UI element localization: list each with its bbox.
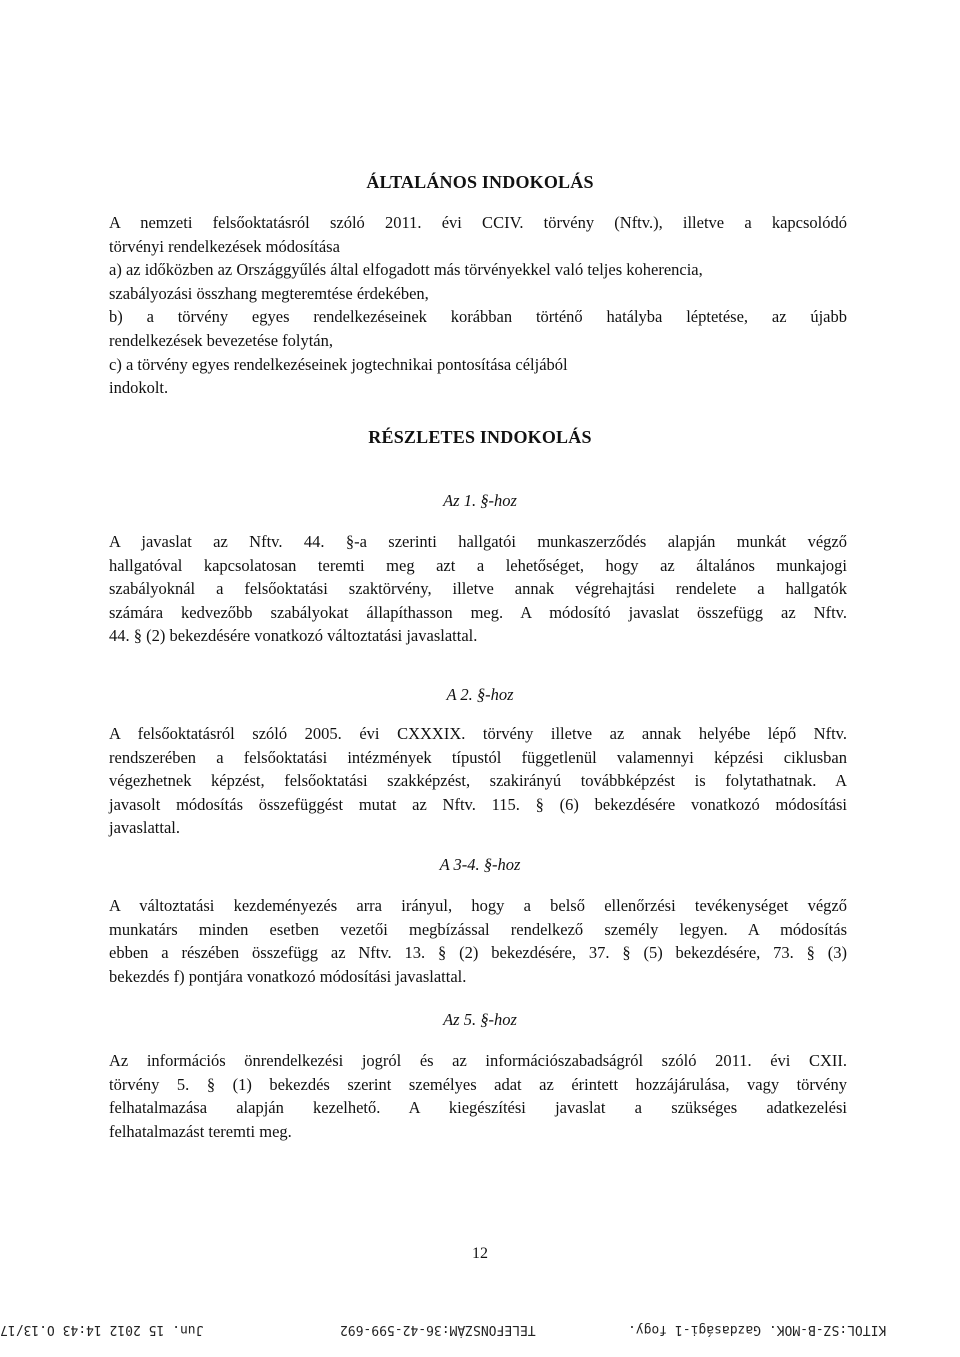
text-line: ebben a részében összefügg az Nftv. 13. § (2) bekezdésére, 37. § (5) bekezdésére, 73. § (3): [109, 943, 847, 963]
text-line: A felsőoktatásról szóló 2005. évi CXXXIX. törvény illetve az annak helyébe lépő Nftv.: [109, 724, 847, 743]
text-line: hallgatóval kapcsolatosan teremti meg azt a lehetőséget, hogy az általános munkajogi: [109, 555, 847, 575]
section-body: [109, 530, 847, 648]
section-body: [109, 894, 847, 988]
text-line: javasolt módosítás összefüggést mutat az Nftv. 115. § (6) bekezdésére vonatkozó módosítási: [109, 794, 847, 814]
fax-header-left: KITOL:SZ-B-MOK. Gazdasági-1 fogy.: [628, 1322, 887, 1337]
text-line: számára kedvezőbb szabályokat állapíthasson meg. A módosító javaslat összefügg az Nftv.: [109, 602, 847, 622]
text-line: Az információs önrendelkezési jogról és az információszabadságról szóló 2011. évi CXII.: [109, 1051, 847, 1070]
text-line: szabályoknál a felsőoktatási szaktörvény, illetve annak végrehajtási rendelete a hallgatók: [109, 579, 847, 599]
general-justification-title: ÁLTALÁNOS INDOKOLÁS: [366, 172, 594, 192]
fax-header-middle: TELEFONSZÁM:36-42-599-692: [340, 1322, 536, 1337]
text-line: felhatalmazása alapján kezelhető. A kiegészítési javaslat a szükséges adatkezelési: [109, 1098, 847, 1118]
text-line: A nemzeti felsőoktatásról szóló 2011. évi CCIV. törvény (Nftv.), illetve a kapcsolódó: [109, 213, 847, 232]
text-line: A változtatási kezdeményezés arra irányul, hogy a belső ellenőrzési tevékenységet végző: [109, 896, 847, 915]
section-heading: Az 5. §-hoz: [443, 1010, 517, 1029]
text-line: munkatárs minden esetben vezetői megbízással rendelkező személy legyen. A módosítás: [109, 919, 847, 939]
section-body: [109, 722, 847, 840]
text-line: 44. § (2) bekezdésére vonatkozó változtatási javaslattal.: [109, 626, 478, 646]
text-line: törvény 5. § (1) bekezdés szerint személyes adat az érintett hozzájárulása, vagy törvény: [109, 1074, 847, 1094]
section-heading: A 2. §-hoz: [446, 685, 514, 704]
text-line: c) a törvény egyes rendelkezéseinek jogtechnikai pontosítása céljából: [109, 354, 568, 374]
section-heading: Az 1. §-hoz: [443, 491, 517, 510]
text-line: felhatalmazást teremti meg.: [109, 1121, 292, 1141]
text-line: indokolt.: [109, 378, 169, 398]
text-line: javaslattal.: [109, 818, 181, 838]
general-justification-body: [109, 211, 847, 400]
text-line: A javaslat az Nftv. 44. §-a szerinti hallgatói munkaszerződés alapján munkát végző: [109, 532, 847, 551]
text-line: rendszerében a felsőoktatási intézmények típustól függetlenül valamennyi képzési ciklusban: [109, 747, 847, 767]
section-heading: A 3-4. §-hoz: [439, 855, 521, 874]
text-line: végezhetnek képzést, felsőoktatási szakképzést, szakirányú továbbképzést is folytathatnak. A: [109, 771, 847, 791]
text-line: bekezdés f) pontjára vonatkozó módosítási javaslattal.: [109, 966, 467, 986]
detailed-justification-title: RÉSZLETES INDOKOLÁS: [368, 427, 592, 447]
page-number: 12: [472, 1245, 488, 1262]
text-line: b) a törvény egyes rendelkezéseinek korábban történő hatályba léptetése, az újabb: [109, 307, 847, 327]
text-line: a) az időközben az Országgyűlés által elfogadott más törvényekkel való teljes koherencia,: [109, 260, 703, 280]
text-line: törvényi rendelkezések módosítása: [109, 236, 340, 256]
text-line: rendelkezések bevezetése folytán,: [109, 330, 333, 350]
text-line: szabályozási összhang megteremtése érdekében,: [109, 283, 429, 303]
section-body: [109, 1049, 847, 1143]
fax-header-right: Jun. 15 2012 14:43 O.13/17: [0, 1322, 204, 1337]
